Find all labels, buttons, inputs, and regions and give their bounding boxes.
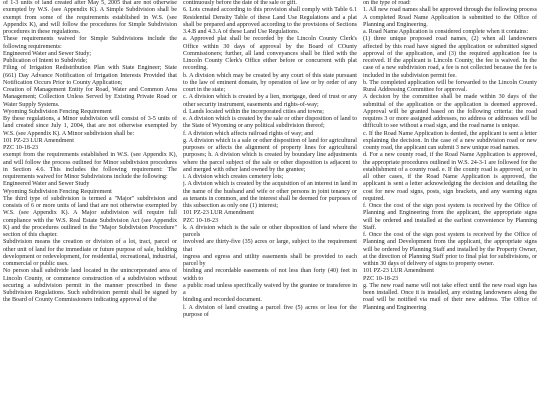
paragraph: PZC 10-18-23 — [363, 275, 399, 282]
paragraph: 6. Lots created according to this provision shall comply with Table 6.1 Residential Density Table of these Land Use Regulations and a plat shall be prepared and approved according to the provisions of Sections 3.4.B and 4.3.A of these Land Use Regulations. — [183, 7, 357, 35]
paragraph: f. Once the cost of the sign post system is received by the Office of Planning and Development from the applicant, the appropriate signs will be ordered by Planning Staff and installed by the Property Owner, at the direction of Planning Staff prior to final plat for subdivisions, or within 30 days of delivery of signs to property owner. — [363, 232, 537, 267]
paragraph: 1. All new road names shall be approved through the following process A completed Road Name Application is submitted to the Office of Planning and Engineering. — [363, 7, 537, 28]
paragraph: ingress and egress and utility easements shall be provided to each parcel by — [183, 253, 357, 267]
paragraph: binding and recordable easements of not less than forty (40) feet in width to — [183, 268, 357, 282]
paragraph: b. A division which may be created by any court of this state pursuant to the law of eminent domain, by operation of law or by order of any court in the state; — [183, 72, 357, 93]
paragraph: No person shall subdivide land located in the unincorporated area of Lincoln County, or commence construction of a subdivision without securing a subdivision permit in the manner prescribed in these Subdivision Regulations. Such subdivision permit shall be signed by the Board of County Commissioners indicating approval of the — [3, 268, 177, 304]
paragraph: f. A division which affects railroad rights of way; and — [183, 130, 314, 137]
paragraph: g. The new road name will not take effect until the new road sign has been installed. Once it is installed, any existing landowners along the road will be notified via mail of their new address. The Office of Planning and Engineering — [363, 282, 537, 311]
paragraph: Subdivision means the creation or division of a lot, tract, parcel or other unit of land for the immediate or future purpose of sale, building development or redevelopment, for residential, recreational, industrial, commercial or public uses. — [3, 239, 177, 267]
paragraph: k. A division which is the sale or other disposition of land where the parcels — [183, 224, 357, 238]
paragraph: 101 PZ-23 LUR Amendment — [363, 268, 434, 275]
paragraph: binding and recorded document. — [183, 297, 262, 304]
paragraph: of 1-3 units of land created after May 5, 2005 that are not otherwise exempted by W.S. (see Appendix K). A Simple Subdivision shall be exempt from some of the requirements established in W.S. (see Appendix K), and will follow the procedures for Simple Subdivision procedures in these regulations. — [3, 0, 177, 35]
paragraph: 101 PZ-23 LUR Amendment — [3, 137, 74, 144]
paragraph: Engineered Water and Sewer Study; — [3, 50, 92, 57]
paragraph: By these regulations, a Minor subdivision will consist of 3-5 units of land created since July 1, 2004, that are not otherwise exempted by W.S. (see Appendix K). A Minor subdivision shall be: — [3, 116, 177, 137]
paragraph: on the type of road: — [363, 0, 411, 6]
paragraph: e. A division which is created by the sale or other disposition of land to the State of Wyoming or any political subdivision thereof; — [183, 116, 357, 130]
text-column-right — [363, 0, 537, 400]
paragraph: c. A division which is created by a lien, mortgage, deed of trust or any other security instrument, easements and rights-of-way; — [183, 94, 357, 108]
paragraph: These requirements waived for Simple Subdivisions include the following requirements: — [3, 36, 177, 50]
paragraph: The third type of subdivision is termed a "Major" subdivision and consists of 6 or more units of land that are not otherwise exempted by W.S. (see Appendix K). A Major subdivision will require full compliance with the W.S. Real Estate Subdivision Act (see Appendix K) and the procedures outlined in the "Major Subdivision Procedure" section of this chapter. — [3, 195, 177, 238]
paragraph: Wyoming Subdivision Fencing Requirement — [3, 108, 112, 115]
paragraph: i. A division which creates cemetery lots; — [183, 174, 284, 180]
paragraph: Publication of Intent to Subdivide; — [3, 58, 88, 64]
paragraph: continuously before the date of the sale or gift. — [183, 0, 297, 6]
paragraph: l. A division of land creating a parcel five (5) acres or less for the purpose of — [183, 304, 357, 318]
paragraph: 101 PZ-23 LUR Amendment — [183, 210, 254, 217]
paragraph: a public road unless specifically waived by the grantee or transferee in a — [183, 282, 357, 296]
paragraph: PZC 10-18-23 — [3, 145, 39, 151]
paragraph: Engineered Water and Sewer Study — [3, 181, 90, 188]
paragraph: g. A division which is a sale or other disposition of land for agricultural purposes or affects the alignment of property lines for agricultural purposes; h. A division which is created by boundary line adjustments where the parcel subject of the sale or other disposition is adjacent to and merged with other land owned by the grantee; — [183, 137, 357, 173]
paragraph: exempt from the requirements established in W.S. (see Appendix K), and will follow the process outlined for Minor subdivision procedures in Section 4.6. This includes the following requirement: The requirements waived for Minor Subdivisions include the following: — [3, 152, 177, 180]
paragraph: d. For a new county road, if the Road Name Application is approved, the appropriate procedures outlined in W.S. 24-3-1 are followed for the establishment of a county road. e. If the county road is approved, or in all other cases, if the Road Name Application is approved, the applicant is sent a letter acknowledging the decision and detailing the cost for new road signs, posts, sign brackets, and any warning signs required. — [363, 152, 537, 202]
text-column-left — [3, 0, 177, 400]
paragraph: j. A division which is created by the acquisition of an interest in land in the name of the husband and wife or other persons in joint tenancy or as tenants in common, and the interest shall be deemed for purposes of this subsection as only one (1) interest; — [183, 181, 357, 209]
paragraph: involved are thirty-five (35) acres or large, subject to the requirement that — [183, 239, 357, 253]
paragraph: Wyoming Subdivision Fencing Requirement — [3, 188, 112, 195]
paragraph: f. Once the cost of the sign post system is received by the Office of Planning and Engineering from the applicant, the appropriate signs will be ordered and installed at the earliest convenience by Planning Staff. — [363, 203, 537, 231]
paragraph: d. Lands located within the incorporated cities and towns; — [183, 108, 324, 115]
paragraph: A decision by the committee shall be made within 30 days of the submittal of the application or the application is deemed approved. Approval will be granted based on the following criteria: the road requires 3 or more assigned addresses, no address or addresses will be difficult to see without a road sign, and the road name is unique. — [363, 94, 537, 130]
document-page — [3, 0, 537, 400]
paragraph: a. Approved plat shall be recorded by the Lincoln County Clerk's Office within 30 days of approval by the Board of COunty Commissioners; further, all land conveyances shall be filed with the Lincoln County Clerk's Office either before or concurrent with plat recording. — [183, 36, 357, 72]
paragraph: b. The completed application will be forwarded to the Lincoln County Rural Addressing Committee for approval. — [363, 79, 537, 93]
paragraph: (1) three unique proposed road names, (2) when all landowners affected by this road have signed the application or submitted signed approval of the application, and (3) the required application fee is received. If the applicant is Lincoln County, the fee is waived. In the case of a new subdivision road, a fee is not collected because the fee is included in the subdivision permit fee. — [363, 36, 537, 79]
paragraph: PZC 10-18-23 — [183, 217, 219, 224]
text-column-middle — [183, 0, 357, 400]
paragraph: Creation of Management Entity for Road, Water and Common Area Management; Collection Unless Served by Existing Private Road or Water Supply Systems. — [3, 87, 177, 108]
paragraph: a. Road Name Application is considered complete when it contains: — [363, 29, 529, 35]
paragraph: Filing of Irrigation Redistribution Plan with State Engineer; State (661) Day Advance Notification of Irrigation Interests Provided that Notification Occurs Prior to County Application; — [3, 65, 177, 86]
paragraph: c. If the Road Name Application is denied, the applicant is sent a letter explaining the decision. In the case of a new subdivision road or new county road, the applicant can submit 3 new unique road names. — [363, 130, 537, 151]
